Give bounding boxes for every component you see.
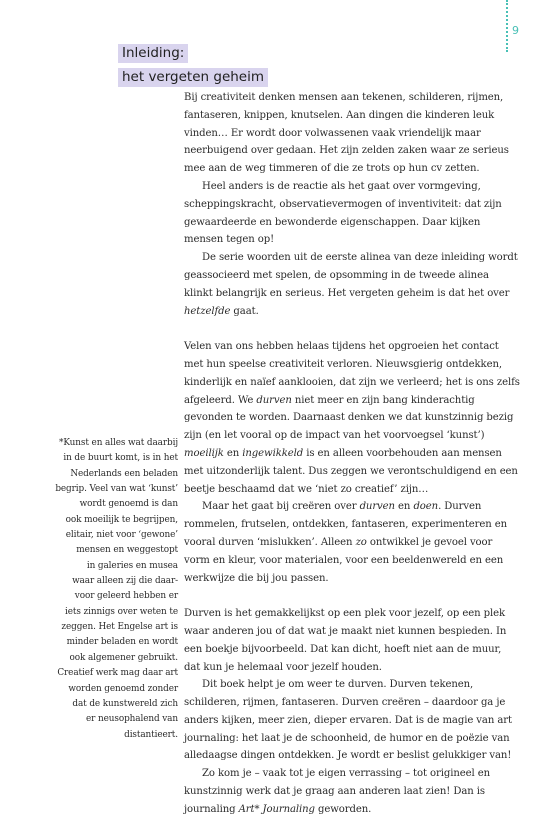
side-note-line: Nederlands een beladen [70,468,178,479]
paragraph-2: Heel anders is de reactie als het gaat over vormgeving, scheppingskracht, observatievermogen of inventiviteit: dat zijn gewaardeerde en bewonderde eigenschappen. Daar kijken mensen tegen op! [184,180,502,246]
paragraph-7: Dit boek helpt je om weer te durven. Durven tekenen, schilderen, rijmen, fantaseren. Durven creëren – daardoor ga je anders kijken, meer zien, dieper ervaren. Dat is de magie van art journaling: het laat je de schoonheid, de humor en de poëzie van alledaagse dingen ontdekken. Je wordt er beslist gelukkiger van! [184,679,512,762]
side-note-line: elitair, niet voor ‘gewone’ [65,530,178,541]
emphasis: durven [256,394,292,406]
emphasis: zo [355,536,367,548]
side-note [40,436,178,743]
side-note-line: voor geleerd hebben er [74,591,178,602]
emphasis: moeilijk [184,447,224,459]
side-note-line: minder beladen en wordt [66,637,178,648]
side-note-line: begrip. Veel van wat ‘kunst’ [55,484,178,495]
emphasis: hetzelfde [184,305,231,317]
side-note-line: er neusophalend van [85,714,178,725]
paragraph-6: Durven is het gemakkelijkst op een plek voor jezelf, op een plek waar anderen jou of dat wat je maakt niet kunnen bespieden. In een boekje bijvoorbeeld. Dat kan dicht, hoeft niet aan de muur, dat kun je helemaal voor jezelf houden. [184,608,507,673]
main-text-column [184,89,520,819]
emphasis: durven [359,501,395,513]
page-number: 9 [512,24,519,37]
side-note-line: mensen en weggestopt [76,545,178,556]
side-note-line: *Kunst en alles wat daarbij [59,438,178,448]
paragraph-4: Velen van ons hebben helaas tijdens het opgroeien het contact met hun speelse creativiteit verloren. Nieuwsgierig ontdekken, kinderlijk en naïef aanklooien, dat zijn we verleerd; het is ons zelfs afgeleerd. We durven niet meer en zijn bang kinderachtig gevonden te worden. Daarnaast denken we dat kunstzinnig bezig zijn (en let vooral op de impact van het voorvoegsel ‘kunst’) moeilijk en ingewikkeld is en alleen voorbehouden aan mensen met uitzonderlijk talent. Dus zeggen we verontschuldigend en een beetje beschaamd dat we ‘niet zo creatief’ zijn… [184,341,520,495]
chapter-heading-line-2: het vergeten geheim [118,68,268,87]
emphasis: doen [413,501,439,513]
emphasis: Art* Journaling [238,803,315,815]
side-note-line: ook moeilijk te begrijpen, [65,514,178,525]
paragraph-1: Bij creativiteit denken mensen aan tekenen, schilderen, rijmen, fantaseren, knippen, knutselen. Aan dingen die kinderen leuk vinden… Er wordt door volwassenen vaak vriendelijk maar neerbuigend over gedaan. Het zijn zelden zaken waar ze serieus mee aan de weg timmeren of die ze trots op hun cv zetten. [184,92,509,175]
chapter-heading [118,42,268,90]
side-note-line: worden genoemd zonder [68,683,178,694]
paragraph-8: Zo kom je – vaak tot je eigen verrassing – tot origineel en kunstzinnig werk dat je graag aan anderen laat zien! Dan is journaling Art* Journaling geworden. [184,768,490,815]
side-note-line: dat de kunstwereld zich [72,698,178,709]
side-note-line: in galeries en musea [86,560,178,571]
paragraph-5: Maar het gaat bij creëren over durven en doen. Durven rommelen, frutselen, ontdekken, fantaseren, experimenteren en vooral durven ‘mislukken’. Alleen zo ontwikkel je gevoel voor vorm en kleur, voor materialen, voor een beeldenwereld en een werkwijze die bij jou passen. [184,501,508,584]
chapter-heading-line-1: Inleiding: [118,44,188,63]
paragraph-3: De serie woorden uit de eerste alinea van deze inleiding wordt geassocieerd met spelen, de opsomming in de tweede alinea klinkt belangrijk en serieus. Het vergeten geheim is dat het over hetzelfde gaat. [184,252,518,317]
side-note-line: iets zinnigs over weten te [65,606,178,617]
side-note-line: wordt genoemd is dan [79,499,178,510]
side-note-line: zeggen. Het Engelse art is [61,622,178,633]
side-note-line: Creatief werk mag daar art [57,668,178,679]
emphasis: ingewikkeld [242,447,304,459]
page-number-rule [506,0,508,52]
side-note-line: in de buurt komt, is in het [63,453,178,464]
side-note-line: waar alleen zij die daar- [72,576,178,587]
side-note-line: ook algemener gebruikt. [69,652,178,663]
side-note-line: distantieert. [124,729,178,740]
